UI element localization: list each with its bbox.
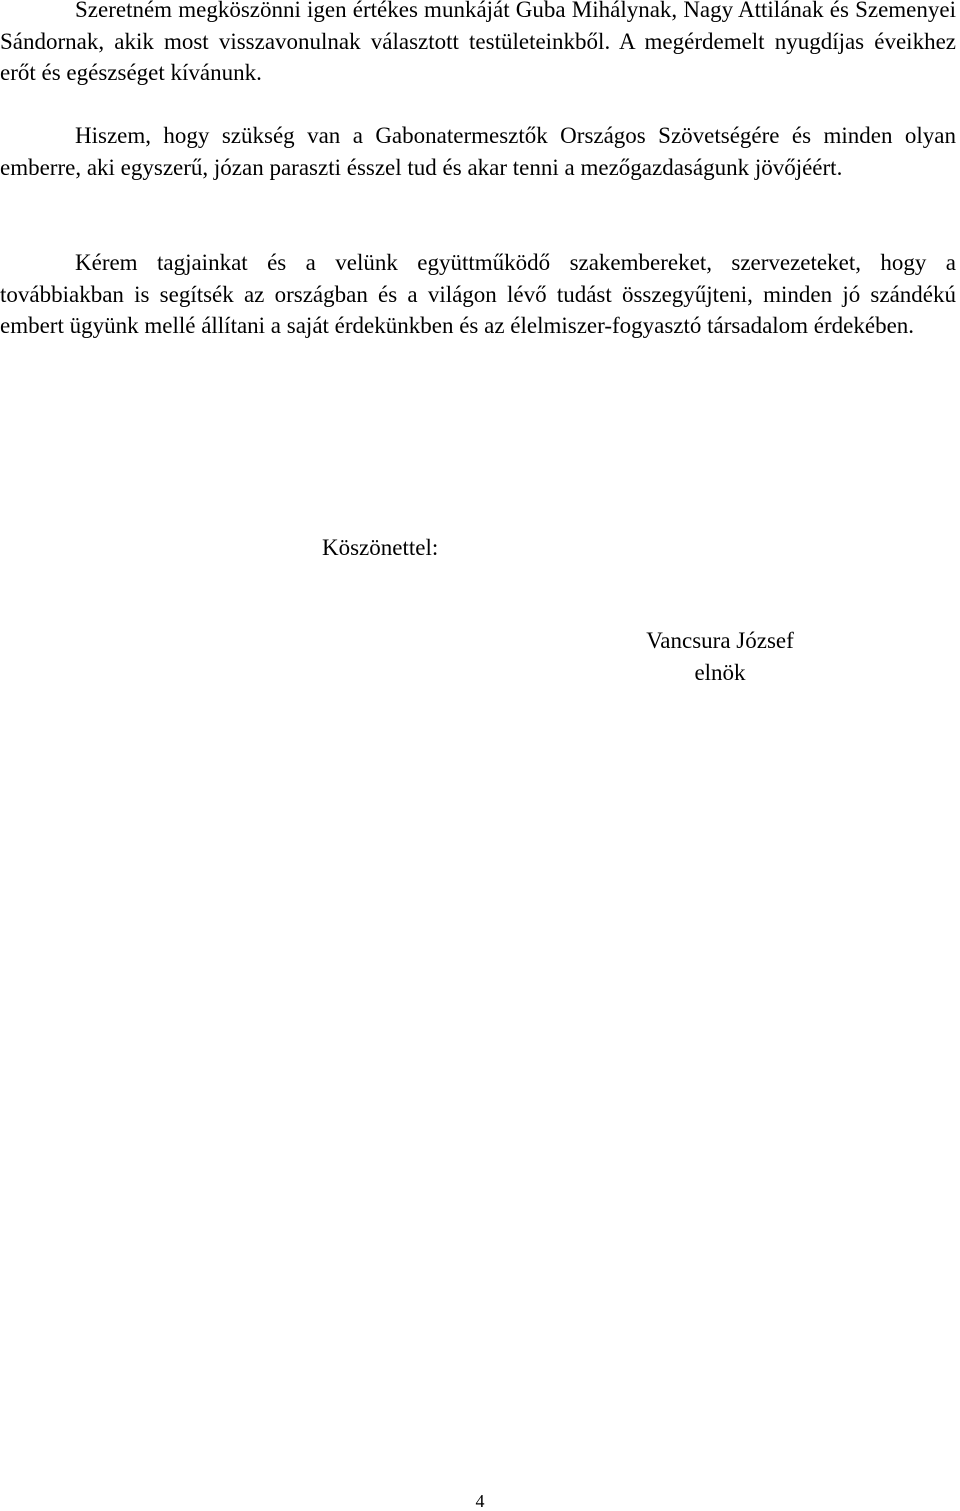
paragraph-belief: Hiszem, hogy szükség van a Gabonatermesztők Országos Szövetségére és minden olyan emberre, aki egyszerű, józan paraszti ésszel tud és akar tenni a mezőgazdaságunk jövőjéért.	[0, 123, 956, 180]
signature-name: Vancsura József	[646, 628, 794, 653]
paragraph-thanks: Szeretném megköszönni igen értékes munkáját Guba Mihálynak, Nagy Attilának és Szemenyei Sándornak, akik most visszavonulnak választott testületeinkből. A megérdemelt nyugdíjas éveikhez erőt és egészséget kívánunk.	[0, 0, 956, 85]
signature-block	[620, 625, 820, 688]
paragraph-request: Kérem tagjainkat és a velünk együttműködő szakembereket, szervezeteket, hogy a továbbiakban is segítsék az országban és a világon lévő tudást összegyűjteni, minden jó szándékú embert ügyünk mellé állítani a saját érdekünkben és az élelmiszer-fogyasztó társadalom érdekében.	[0, 250, 956, 338]
page-number: 4	[475, 1491, 485, 1511]
closing-line: Köszönettel:	[322, 535, 439, 560]
signature-title: elnök	[694, 659, 746, 685]
